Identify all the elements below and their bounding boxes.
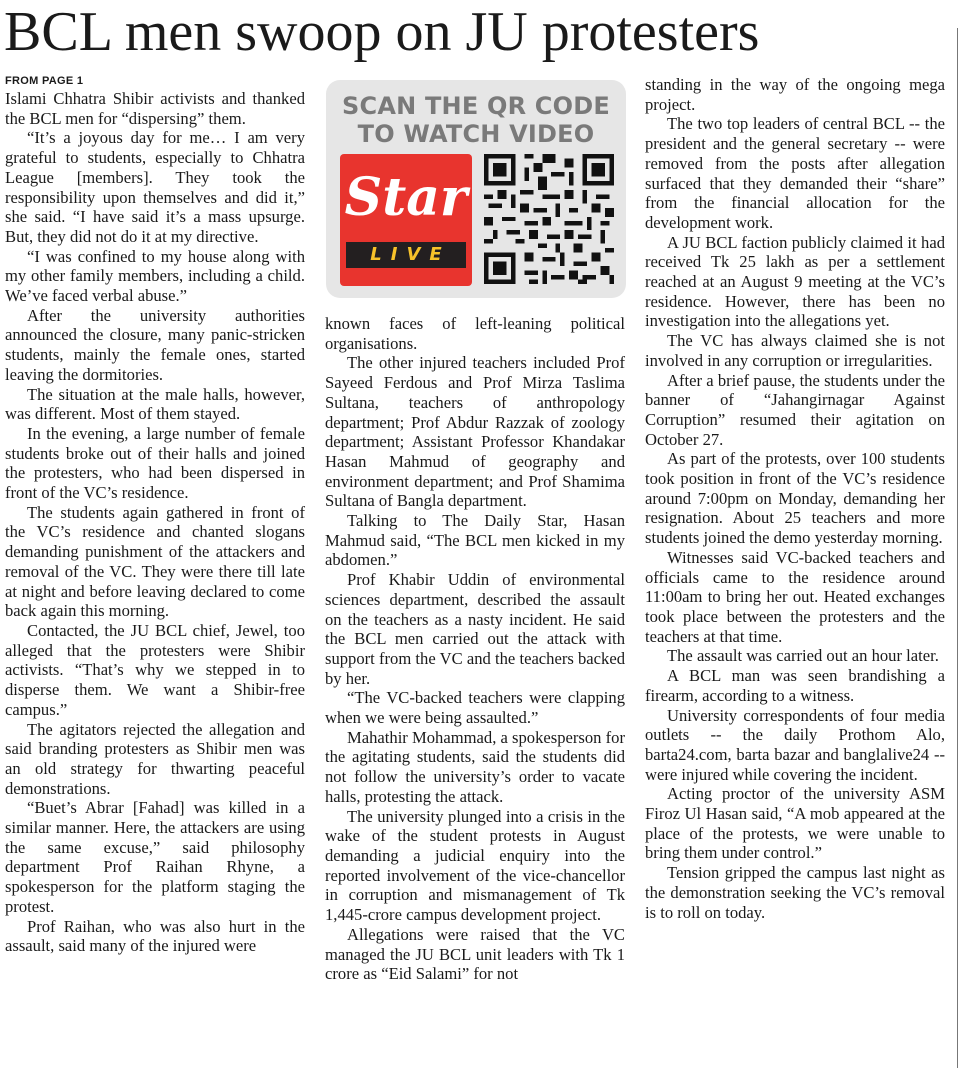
paragraph: The VC has always claimed she is not involved in any corruption or irregularities. <box>645 331 945 370</box>
paragraph: A BCL man was seen brandishing a firearm, according to a witness. <box>645 666 945 705</box>
paragraph: Allegations were raised that the VC managed the JU BCL unit leaders with Tk 1 crore as “Eid Salami” for not <box>325 924 625 984</box>
paragraph: Tension gripped the campus last night as the demonstration seeking the VC’s removal is to roll on today. <box>645 863 945 922</box>
article-column-1 <box>5 74 305 1068</box>
paragraph: The students again gathered in front of the VC’s residence and chanted slogans demanding punishment of the attackers and removal of the VC. They were there till late at night and before leaving declared to come back again this morning. <box>5 502 305 621</box>
paragraph: As part of the protests, over 100 students took position in front of the VC’s residence around 7:00pm on Monday, demanding her resignation. About 25 teachers and more students joined the demo yesterday morning. <box>645 449 945 548</box>
paragraph: A JU BCL faction publicly claimed it had received Tk 25 lakh as per a settlement reached at an August 9 meeting at the VC’s residence. However, there has been no investigation into the allegations yet. <box>645 232 945 331</box>
promo-line-1: SCAN THE QR CODE <box>342 92 610 120</box>
paragraph: Acting proctor of the university ASM Firoz Ul Hasan said, “A mob appeared at the place of the protests, we were unable to bring them under control.” <box>645 784 945 863</box>
star-live-logo <box>340 154 472 286</box>
paragraph: standing in the way of the ongoing mega project. <box>645 75 945 114</box>
paragraph: The situation at the male halls, however, was different. Most of them stayed. <box>5 384 305 424</box>
paragraph: known faces of left-leaning political organisations. <box>325 314 625 353</box>
logo-word: Star <box>344 167 468 228</box>
paragraph: The two top leaders of central BCL -- the president and the general secretary -- were removed from the posts after allegation surfaced that they demanded their “share” from the financial allocation for the development work. <box>645 114 945 232</box>
headline: BCL men swoop on JU protesters <box>4 1 760 63</box>
video-promo-box[interactable] <box>326 80 626 298</box>
paragraph: Mahathir Mohammad, a spokesperson for the agitating students, said the students did not follow the university’s order to vacate halls, protesting the attack. <box>325 727 625 806</box>
paragraph: After a brief pause, the students under the banner of “Jahangirnagar Against Corruption” resumed their agitation on October 27. <box>645 370 945 449</box>
paragraph: Prof Khabir Uddin of environmental sciences department, described the assault on the teachers as a nasty incident. He said the BCL men carried out the attack with support from the VC and the teachers backed by her. <box>325 570 625 688</box>
paragraph: Islami Chhatra Shibir activists and thanked the BCL men for “dispersing” them. <box>5 89 305 128</box>
paragraph: Contacted, the JU BCL chief, Jewel, too alleged that the protesters were Shibir activists. “That’s why we stepped in to disperse them. We want a Shibir-free campus.” <box>5 620 305 719</box>
paragraph: Talking to The Daily Star, Hasan Mahmud said, “The BCL men kicked in my abdomen.” <box>325 511 625 570</box>
kicker: FROM PAGE 1 <box>5 75 84 87</box>
paragraph: “Buet’s Abrar [Fahad] was killed in a similar manner. Here, the attackers are using the same excuse,” said philosophy department Prof Raihan Rhyne, a spokesperson for the platform staging the protest. <box>5 798 305 916</box>
article-column-3 <box>645 75 945 1065</box>
logo-bar: LIVE <box>346 242 466 268</box>
paragraph: Prof Raihan, who was also hurt in the assault, said many of the injured were <box>5 916 305 956</box>
paragraph: The other injured teachers included Prof Sayeed Ferdous and Prof Mirza Taslima Sultana, teachers of anthropology department; Prof Abdur Razzak of zoology department; Assistant Professor Khandakar Hasan Mahmud of geography and environment department; and Prof Shamima Sultana of Bangla department. <box>325 353 625 511</box>
column-rule <box>957 28 958 1068</box>
paragraph: The university plunged into a crisis in the wake of the student protests in August demanding a judicial enquiry into the reported involvement of the vice-chancellor in corruption and mismanagement of Tk 1,445-crore campus development project. <box>325 806 625 925</box>
paragraph: The assault was carried out an hour later. <box>667 646 939 666</box>
paragraph: “The VC-backed teachers were clapping when we were being assaulted.” <box>325 688 625 728</box>
qr-code-icon[interactable] <box>484 154 614 284</box>
paragraph: Witnesses said VC-backed teachers and officials came to the residence around 11:00am to bring her out. Heated exchanges took place between the protesters and the teachers at that time. <box>645 547 945 646</box>
paragraph: After the university authorities announced the closure, many panic-stricken students, mainly the female ones, started leaving the dormitories. <box>5 305 305 384</box>
paragraph: The agitators rejected the allegation and said branding protesters as Shibir men was an old strategy for thwarting peaceful demonstrations. <box>5 719 305 798</box>
paragraph: In the evening, a large number of female students broke out of their halls and joined the protesters, who had been dispersed in front of the VC’s residence. <box>5 423 305 503</box>
article-column-2 <box>325 314 625 1068</box>
paragraph: “It’s a joyous day for me… I am very grateful to students, especially to Chhatra League [members]. They took the responsibility upon themselves and did it,” she said. “I have said it’s a mass upsurge. But, they did not do it at my directive. <box>5 128 305 246</box>
paragraph: University correspondents of four media outlets -- the daily Prothom Alo, barta24.com, barta bazar and banglalive24 -- were injured while covering the incident. <box>645 705 945 784</box>
promo-line-2: TO WATCH VIDEO <box>357 120 595 148</box>
paragraph: “I was confined to my house along with my other family members, including a child. We’ve faced verbal abuse.” <box>5 246 305 306</box>
